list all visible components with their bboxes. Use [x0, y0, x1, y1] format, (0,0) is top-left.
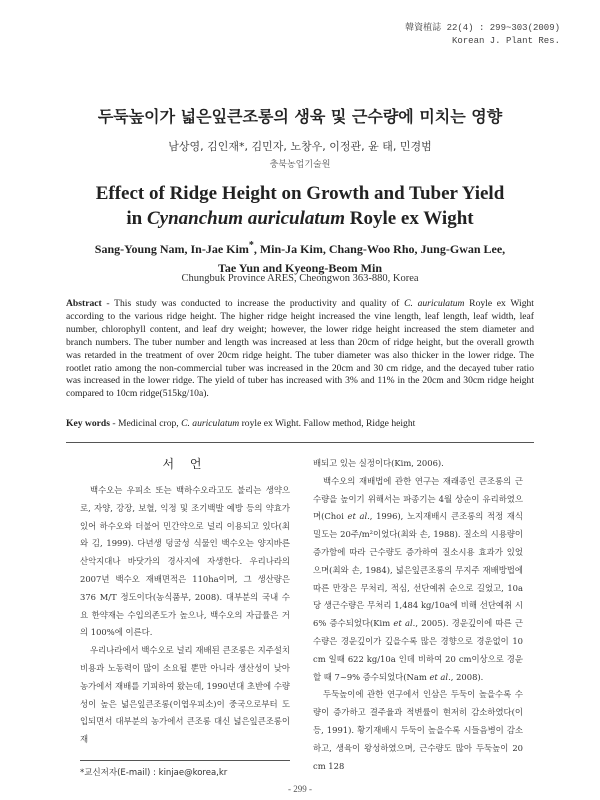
journal-citation — [405, 22, 560, 48]
para3-text-c: , 2005). 경운깊이에 따른 근수량은 경운깊이가 깊을수록 많은 경향으로 경운없이 10 cm 일때 622 kg/10a 인데 비하여 20 cm이상으로 경운할 때 7~9% 증수되었다(Nam — [313, 618, 523, 682]
keywords-species: C. auriculatum — [181, 418, 240, 429]
abstract-text-1: This study was conducted to increase the productivity and quality of — [114, 298, 405, 309]
title-english-line2 — [0, 206, 600, 231]
title-english-pre: in — [126, 208, 147, 229]
abstract-dash: - — [101, 298, 115, 309]
corresponding-author-mark: * — [248, 240, 254, 251]
intro-paragraph-3 — [313, 473, 523, 687]
authors-english-part-b: , Min-Ja Kim, Chang-Woo Rho, Jung-Gwan Lee, — [253, 242, 506, 256]
affiliation-english: Chungbuk Province ARES, Cheongwon 363-880, Korea — [181, 273, 419, 284]
affiliation-korean: 충북농업기술원 — [269, 160, 331, 170]
para3-etal-3: et al. — [429, 671, 451, 682]
para3-text-a: 백수오의 재배법에 관한 연구는 재래종인 큰조롱의 근수량을 높이기 위해서는 파종기는 4월 상순이 유리하였으며(Choi — [313, 475, 523, 522]
para3-text-b: , 1996), 노지재배시 큰조롱의 적정 재식밀도는 20주/m²이었다(최와 손, 1988). 질소의 시용량이 증가함에 따라 근수량도 증가하여 질소시용 효과가 있었으며(최와 손, 1984), 넓은잎큰조롱의 무지주 재배방법에 따른 만장은 무처리, 적심, 선단예취 순으로 길었고, 10a당 생근수량은 무처리 1,484 kg/10a에 비해 선단예취 시 6% 증수되었다(Kim — [313, 511, 523, 629]
authors-english-line1 — [30, 236, 570, 259]
para3-text-d: , 2008). — [450, 671, 484, 682]
keywords — [66, 418, 534, 431]
intro-paragraph-1: 백수오는 우피소 또는 백하수오라고도 불리는 생약으로, 자양, 강장, 보혈, 익정 및 조기백발 예방 등의 약효가 있어 하수오와 더불어 민간약으로 널리 이용되고 있다(최와 김, 1999). 다년생 덩굴성 식물인 백수오는 양지바른 산악지대나 바닷가의 경사지에 자생한다. 우리나라의 2007년 백수오 재배면적은 110ha이며, 그 생산량은 376 M/T 정도이다(농식품부, 2008). 대부분의 국내 수요 한약재는 수입의존도가 높으나, 백수오의 자급률은 거의 100%에 이른다. — [80, 485, 290, 638]
abstract-label: Abstract — [66, 298, 102, 309]
title-english-line1: Effect of Ridge Height on Growth and Tuber Yield — [95, 183, 505, 204]
footnote-divider — [80, 760, 290, 761]
abstract — [66, 298, 534, 401]
right-column — [313, 455, 523, 775]
keywords-dash: - — [109, 418, 118, 429]
intro-paragraph-2: 우리나라에서 백수오로 널리 재배된 큰조롱은 지주설치비용과 노동력이 많이 소요될 뿐만 아니라 생산성이 낮아 농가에서 재배를 기피하여 왔는데, 1990년대 초반에 수량성이 높은 넓은잎큰조롱(이엽우피소)이 중국으로부터 도입되면서 대부분의 농가에서 큰조롱 대신 넓은잎큰조롱이 재 — [80, 645, 290, 745]
section-heading-introduction: 서 언 — [162, 457, 208, 471]
intro-paragraph-2-continued: 배되고 있는 실정이다(Kim, 2006). — [313, 458, 444, 468]
title-korean: 두둑높이가 넓은잎큰조롱의 생육 및 근수량에 미치는 영향 — [97, 107, 503, 126]
corresponding-author-footnote: *교신저자(E-mail) : kinjae@korea,kr — [80, 768, 228, 778]
authors-english-part-a: Sang-Young Nam, In-Jae Kim — [94, 242, 249, 256]
page-number: - 299 - — [288, 784, 312, 794]
keywords-label: Key words — [66, 418, 110, 429]
authors-english — [30, 236, 570, 278]
section-divider — [66, 442, 534, 443]
journal-citation-line1: 韓資植誌 22(4) : 299~303(2009) — [405, 23, 560, 33]
species-name: Cynanchum auriculatum — [147, 208, 345, 229]
para3-etal-1: et al. — [347, 511, 370, 522]
intro-paragraph-4: 두둑높이에 관한 연구에서 인삼은 두둑이 높을수록 수량이 증가하고 결주율과 적변률이 현저히 감소하였다(이 등, 1991). 황기재배시 두둑이 높을수록 시들음병이 감소하고, 생육이 왕성하였으며, 근수량도 많아 두둑높이 20 cm 128 — [313, 689, 523, 771]
keywords-text-1: Medicinal crop, — [117, 418, 182, 429]
journal-citation-line2: Korean J. Plant Res. — [451, 36, 560, 46]
title-english — [0, 181, 600, 231]
abstract-text-2: Royle ex Wight according to the various ridge height. The higher ridge height increased the vine length, leaf length, leaf width, leaf number, chlorophyll content, and leaf dry weight; however, the lower ridge height increased the stem diameter and branch numbers. The tuber number and length was increased at less than 20cm of ridge height, but the overall growth was retarded in the treatment of over 20cm ridge height. The tuber diameter was also thicker in the lower ridge. The rootlet ratio among the non-commercial tuber was increased in the 20cm and 30 cm ridge, and the decayed tuber ratio was increased in the lower ridge. The yield of tuber has increased with 3% and 11% in the 20cm and 30cm ridge height compared to 10cm ridge(515kg/10a). — [66, 298, 534, 400]
authors-english-line2: Tae Yun and Kyeong-Beom Min — [217, 261, 383, 275]
left-column — [80, 455, 290, 749]
authors-korean: 남상영, 김인재*, 김민자, 노창우, 이정관, 윤 태, 민경범 — [168, 140, 432, 153]
keywords-text-2: royle ex Wight. Fallow method, Ridge height — [239, 418, 416, 429]
abstract-species: C. auriculatum — [404, 298, 465, 309]
para3-etal-2: et al. — [393, 618, 416, 629]
title-english-post: Royle ex Wight — [344, 208, 474, 229]
